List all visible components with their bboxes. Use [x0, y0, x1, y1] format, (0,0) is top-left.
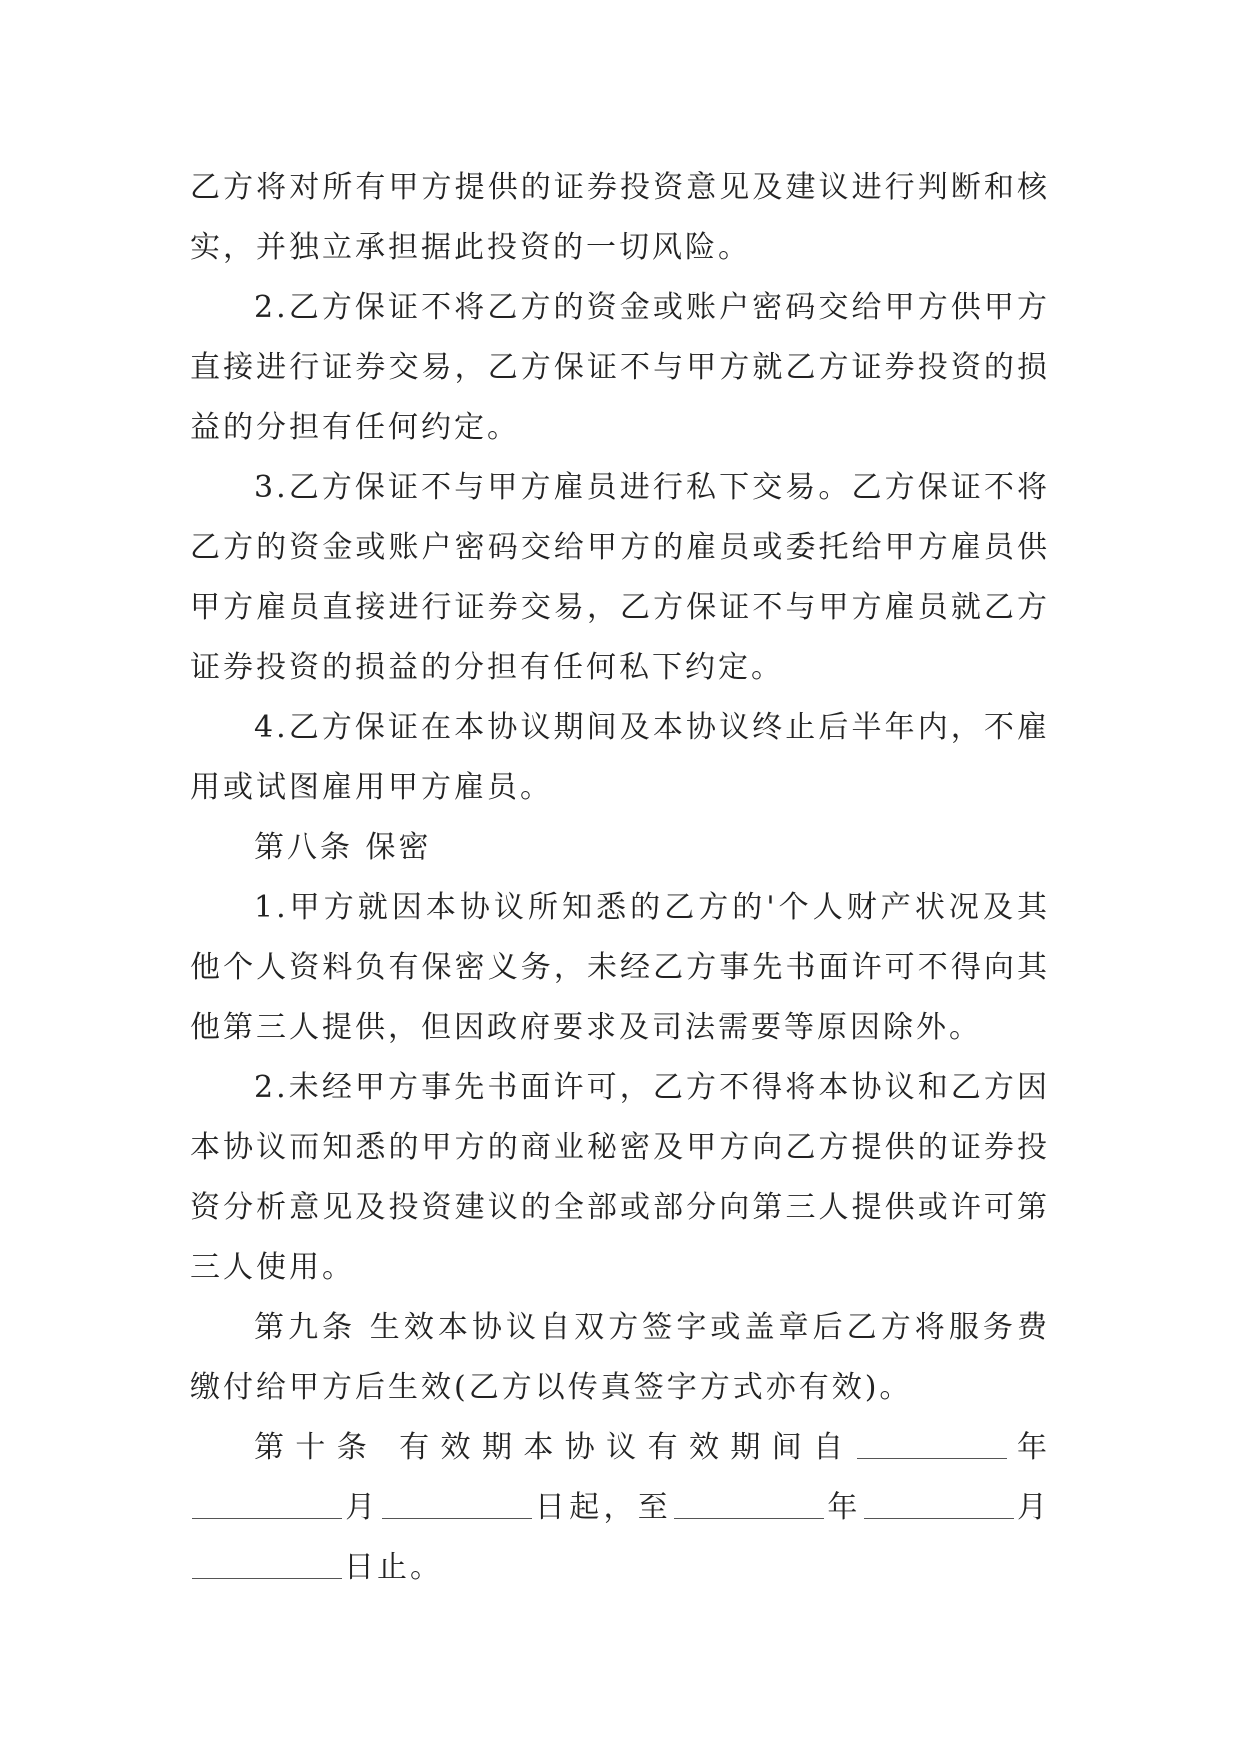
paragraph-item-2: 2.乙方保证不将乙方的资金或账户密码交给甲方供甲方直接进行证券交易，乙方保证不与甲方就乙方证券投资的损益的分担有任何约定。	[190, 290, 1050, 445]
paragraph-article-8-item-2: 2.未经甲方事先书面许可，乙方不得将本协议和乙方因本协议而知悉的甲方的商业秘密及甲方向乙方提供的证券投资分析意见及投资建议的全部或部分向第三人提供或许可第三人使用。	[190, 1070, 1050, 1285]
blank-start-month	[192, 1488, 342, 1519]
blank-start-year	[857, 1428, 1007, 1459]
blank-end-day	[192, 1548, 342, 1579]
blank-start-day	[382, 1488, 532, 1519]
document-body	[190, 158, 1050, 1598]
article-8-title: 第八条 保密	[254, 830, 432, 865]
paragraph-item-4: 4.乙方保证在本协议期间及本协议终止后半年内，不雇用或试图雇用甲方雇员。	[190, 710, 1050, 805]
blank-end-year	[674, 1488, 824, 1519]
label-day-from: 日起，至	[533, 1490, 673, 1525]
blank-end-month	[864, 1488, 1014, 1519]
paragraph-intro-continuation: 乙方将对所有甲方提供的证券投资意见及建议进行判断和核实，并独立承担据此投资的一切风险。	[190, 170, 1050, 265]
label-month-end: 月	[1015, 1490, 1051, 1525]
label-year-start: 年	[1008, 1430, 1050, 1465]
paragraph-item-3: 3.乙方保证不与甲方雇员进行私下交易。乙方保证不将乙方的资金或账户密码交给甲方的雇员或委托给甲方雇员供甲方雇员直接进行证券交易，乙方保证不与甲方雇员就乙方证券投资的损益的分担有任何私下约定。	[190, 470, 1050, 685]
paragraph-article-8-item-1: 1.甲方就因本协议所知悉的乙方的'个人财产状况及其他个人资料负有保密义务，未经乙方事先书面许可不得向其他第三人提供，但因政府要求及司法需要等原因除外。	[190, 890, 1050, 1045]
article-10-lead: 第十条 有效期本协议有效期间自	[254, 1430, 855, 1465]
label-year-end: 年	[826, 1490, 862, 1525]
label-day-to: 日止。	[344, 1550, 443, 1585]
paragraph-article-9: 第九条 生效本协议自双方签字或盖章后乙方将服务费缴付给甲方后生效(乙方以传真签字方式亦有效)。	[190, 1310, 1050, 1405]
paragraph-article-10	[190, 1418, 1050, 1598]
label-month-start: 月	[344, 1490, 380, 1525]
